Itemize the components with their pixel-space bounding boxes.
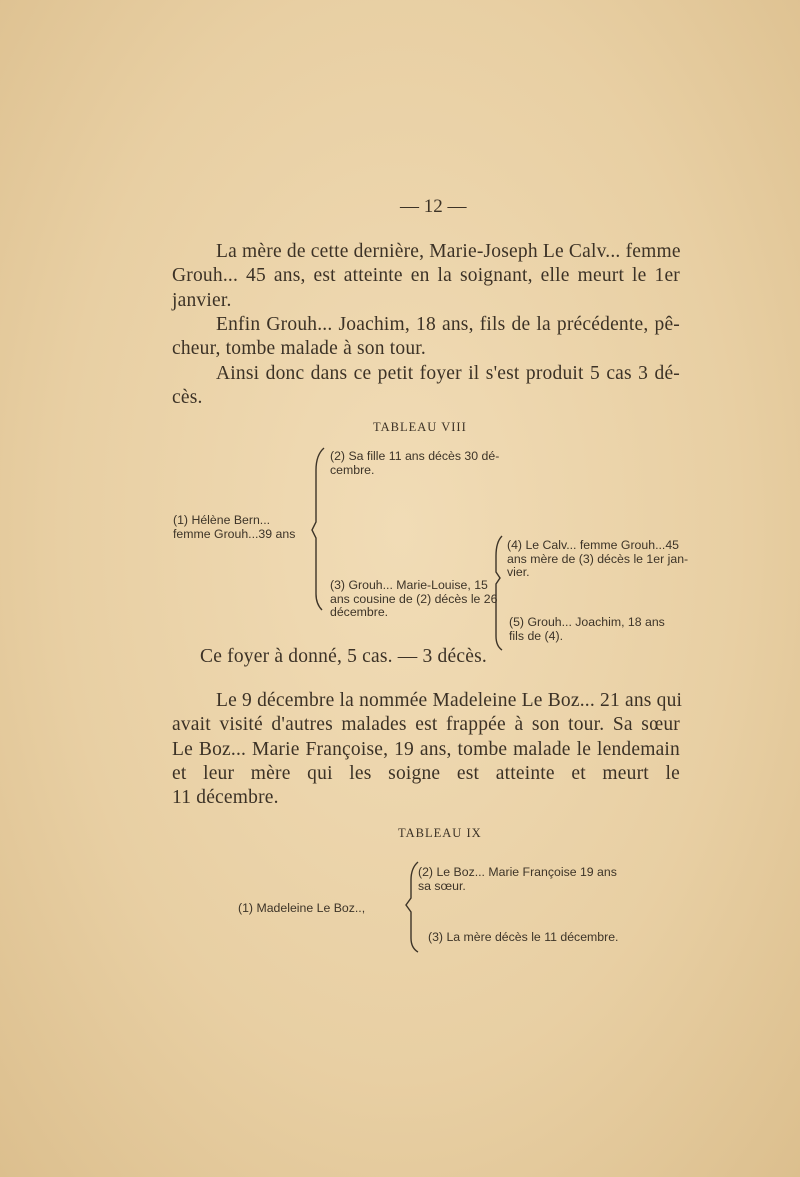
- page-number: — 12 —: [400, 196, 467, 217]
- node-line: (2) Le Boz... Marie Françoise 19 ans: [418, 865, 617, 879]
- node-line: fils de (4).: [509, 628, 563, 643]
- text-line: La mère de cette dernière, Marie-Joseph Le Calv... femme: [216, 241, 681, 262]
- node-line: (4) Le Calv... femme Grouh...45: [507, 538, 679, 552]
- table-9-title: TABLEAU IX: [398, 826, 482, 840]
- text-line: 11 décembre.: [172, 787, 279, 809]
- node-line: ans mère de (3) décès le 1er jan-: [507, 551, 689, 566]
- text-line: et leur mère qui les soigne est atteinte et meurt le: [172, 762, 680, 784]
- node-line: décembre.: [330, 605, 389, 620]
- node-line: ans cousine de (2) décès le 26: [330, 591, 498, 606]
- text-line: janvier.: [172, 289, 232, 311]
- node-line: (5) Grouh... Joachim, 18 ans: [509, 615, 665, 629]
- text-line: Grouh... 45 ans, est atteinte en la soignant, elle meurt le 1er: [172, 265, 680, 287]
- text-line: Ainsi donc dans ce petit foyer il s'est produit 5 cas 3 dé-: [216, 363, 680, 384]
- node-line: cembre.: [330, 462, 375, 477]
- summary-line: Ce foyer à donné, 5 cas. — 3 décès.: [200, 646, 487, 667]
- text-line: cheur, tombe malade à son tour.: [172, 338, 426, 360]
- text-line: cès.: [172, 387, 203, 409]
- text-line: Enfin Grouh... Joachim, 18 ans, fils de la précédente, pê-: [216, 314, 680, 335]
- node-line: (1) Hélène Bern...: [173, 513, 271, 527]
- text-line: Le Boz... Marie Françoise, 19 ans, tombe malade le lendemain: [172, 738, 680, 760]
- node-line: vier.: [507, 565, 530, 580]
- bracket-table-9: [406, 862, 418, 952]
- node-line: (3) Grouh... Marie-Louise, 15: [330, 578, 488, 592]
- text-line: Le 9 décembre la nommée Madeleine Le Boz... 21 ans qui: [216, 690, 683, 711]
- text-line: avait visité d'autres malades est frappée à son tour. Sa sœur: [172, 714, 680, 736]
- node-line: (1) Madeleine Le Boz..,: [238, 901, 366, 915]
- table-8-title: TABLEAU VIII: [373, 420, 467, 434]
- node-line: femme Grouh...39 ans: [173, 526, 296, 541]
- node-line: sa sœur.: [418, 878, 466, 893]
- node-line: (2) Sa fille 11 ans décès 30 dé-: [330, 449, 500, 463]
- node-line: (3) La mère décès le 11 décembre.: [428, 930, 619, 944]
